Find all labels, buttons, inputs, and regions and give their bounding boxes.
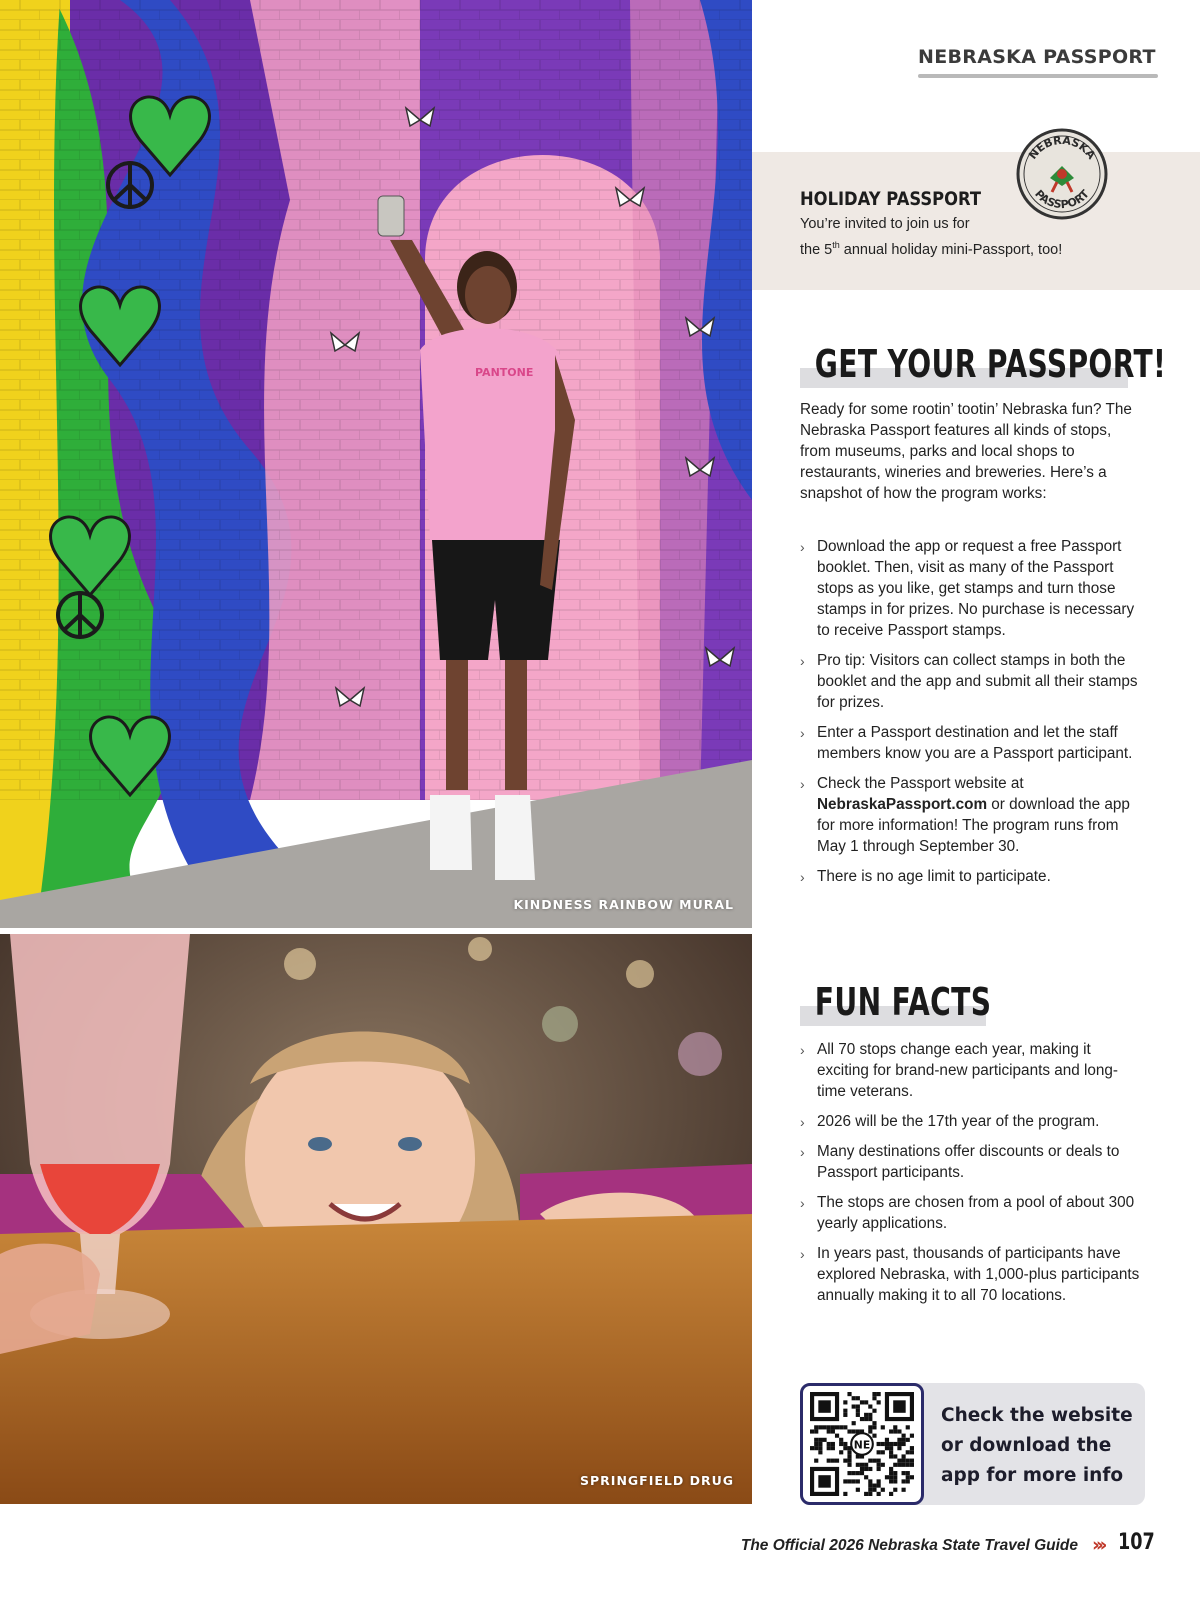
qr-module [872, 1409, 876, 1413]
qr-module [843, 1446, 847, 1450]
fun-facts-list [800, 1039, 1145, 1315]
get-passport-heading-block [800, 342, 1200, 386]
list-item [800, 650, 1145, 713]
qr-module [872, 1392, 876, 1396]
qr-module [868, 1413, 872, 1417]
qr-module [839, 1425, 843, 1429]
qr-module [889, 1475, 893, 1479]
qr-module [881, 1450, 885, 1454]
website-bullet-end: or download the app for more information! The program runs from May 1 through September 30. [817, 796, 1130, 855]
qr-module [814, 1438, 818, 1442]
chevron-right-icon: › [800, 1114, 805, 1130]
qr-module [831, 1459, 835, 1463]
qr-module [893, 1463, 897, 1467]
qr-module [877, 1459, 881, 1463]
qr-module [839, 1438, 843, 1442]
qr-module [893, 1475, 897, 1479]
mural-illustration [0, 0, 752, 928]
chevron-right-icon: › [800, 776, 805, 792]
qr-module [860, 1471, 864, 1475]
qr-module [902, 1459, 906, 1463]
get-passport-heading: GET YOUR PASSPORT! [814, 342, 1167, 386]
chevron-right-icon: › [800, 1195, 805, 1211]
qr-callout-text: Check the website or download the app for more info [941, 1405, 1133, 1486]
qr-code[interactable] [800, 1383, 924, 1505]
qr-module [843, 1459, 847, 1463]
list-item [800, 773, 1145, 857]
qr-module [868, 1479, 872, 1483]
qr-center-logo: NE [853, 1438, 871, 1452]
qr-module [856, 1463, 860, 1467]
qr-module [827, 1425, 831, 1429]
chevron-right-icon: › [800, 653, 805, 669]
photo-caption-springfield: SPRINGFIELD DRUG [580, 1473, 734, 1488]
kindness-rainbow-mural-photo [0, 0, 752, 928]
fun-facts-heading-block [800, 980, 1059, 1024]
qr-module [818, 1442, 822, 1446]
qr-module [868, 1467, 872, 1471]
qr-module [847, 1471, 851, 1475]
qr-module [897, 1446, 901, 1450]
qr-module [868, 1429, 872, 1433]
list-item-text: Pro tip: Visitors can collect stamps in both the booklet and the app and submit all their stamps for prizes. [817, 652, 1138, 711]
qr-module [827, 1459, 831, 1463]
qr-module [889, 1492, 893, 1496]
qr-module [872, 1434, 876, 1438]
chevron-right-icon: › [800, 1246, 805, 1262]
qr-callout-box [800, 1383, 1145, 1505]
springfield-drug-photo [0, 934, 752, 1504]
qr-module [872, 1459, 876, 1463]
qr-module [818, 1450, 822, 1454]
qr-module [910, 1450, 914, 1454]
chevron-right-icon: › [800, 725, 805, 741]
qr-module [810, 1429, 814, 1433]
qr-module [810, 1446, 814, 1450]
qr-module [906, 1425, 910, 1429]
qr-module [906, 1438, 910, 1442]
qr-module [872, 1488, 876, 1492]
list-item-text: 2026 will be the 17th year of the program. [817, 1113, 1100, 1130]
qr-module [847, 1429, 851, 1433]
qr-module [814, 1425, 818, 1429]
qr-module [831, 1442, 835, 1446]
qr-module [864, 1463, 868, 1467]
holiday-line-1: You’re invited to join us for [800, 216, 970, 232]
qr-module [889, 1479, 893, 1483]
qr-module [877, 1479, 881, 1483]
qr-module [839, 1450, 843, 1454]
qr-module [852, 1421, 856, 1425]
qr-module [847, 1459, 851, 1463]
qr-module [814, 1442, 818, 1446]
qr-module [872, 1484, 876, 1488]
qr-module [902, 1434, 906, 1438]
qr-module [835, 1425, 839, 1429]
qr-module [860, 1463, 864, 1467]
qr-module [864, 1400, 868, 1404]
chevron-right-icon: › [800, 539, 805, 555]
page-number: 107 [1118, 1530, 1155, 1555]
footer-guide-title: The Official 2026 Nebraska State Travel Guide [740, 1537, 1078, 1554]
qr-module [856, 1404, 860, 1408]
qr-module [852, 1404, 856, 1408]
qr-module [827, 1446, 831, 1450]
qr-module [910, 1459, 914, 1463]
header-rule [918, 74, 1158, 78]
qr-module [877, 1467, 881, 1471]
qr-module [827, 1442, 831, 1446]
list-item-text: There is no age limit to participate. [817, 868, 1051, 885]
holiday-passport-title: HOLIDAY PASSPORT [800, 188, 982, 210]
qr-module [877, 1484, 881, 1488]
stamp-bottom-text: PASSPORT [1032, 187, 1092, 212]
qr-module [877, 1392, 881, 1396]
qr-module [868, 1459, 872, 1463]
qr-module [906, 1479, 910, 1483]
list-item [800, 1111, 1145, 1132]
qr-module [852, 1396, 856, 1400]
qr-module [897, 1463, 901, 1467]
qr-module [885, 1475, 889, 1479]
qr-module [902, 1471, 906, 1475]
qr-module [902, 1442, 906, 1446]
qr-module [852, 1479, 856, 1483]
qr-code-pattern [810, 1392, 914, 1496]
qr-module [889, 1446, 893, 1450]
qr-module [864, 1467, 868, 1471]
qr-module [864, 1413, 868, 1417]
holiday-line-2-start: the 5 [800, 241, 833, 258]
qr-module [881, 1442, 885, 1446]
qr-module [839, 1442, 843, 1446]
holiday-line-2-end: annual holiday mini-Passport, too! [839, 241, 1063, 258]
website-bullet-start: Check the Passport website at [817, 775, 1024, 792]
qr-module [893, 1471, 897, 1475]
qr-module [868, 1484, 872, 1488]
qr-module [910, 1434, 914, 1438]
qr-module [881, 1488, 885, 1492]
qr-module [868, 1488, 872, 1492]
qr-module [843, 1409, 847, 1413]
qr-module [818, 1438, 822, 1442]
qr-module [868, 1425, 872, 1429]
qr-module [889, 1471, 893, 1475]
qr-module [893, 1429, 897, 1433]
qr-module [843, 1400, 847, 1404]
holiday-passport-box [752, 133, 1200, 290]
qr-module [872, 1396, 876, 1400]
qr-module [902, 1438, 906, 1442]
list-item [800, 536, 1145, 641]
holiday-ordinal-suffix: th [832, 240, 840, 250]
qr-module [906, 1459, 910, 1463]
qr-module [885, 1442, 889, 1446]
qr-module [835, 1459, 839, 1463]
qr-module [872, 1421, 876, 1425]
qr-module [831, 1429, 835, 1433]
qr-module [843, 1413, 847, 1417]
list-item-text: Many destinations offer discounts or deals to Passport participants. [817, 1143, 1120, 1181]
qr-module [881, 1463, 885, 1467]
stamp-top-text: NEBRASKA [1026, 133, 1098, 162]
qr-module [906, 1475, 910, 1479]
qr-module [860, 1417, 864, 1421]
qr-module [843, 1425, 847, 1429]
qr-module [856, 1488, 860, 1492]
qr-module [818, 1425, 822, 1429]
qr-module [910, 1446, 914, 1450]
qr-module [864, 1475, 868, 1479]
qr-module [822, 1438, 826, 1442]
qr-module [822, 1425, 826, 1429]
get-passport-list [800, 536, 1145, 896]
list-item-text: Download the app or request a free Passport booklet. Then, visit as many of the Passport stops as you like, get stamps and turn those stamps in for prizes. No purchase is necessary to receive Passport stamps. [817, 538, 1135, 639]
qr-module [814, 1429, 818, 1433]
qr-module [877, 1442, 881, 1446]
qr-module [831, 1446, 835, 1450]
qr-module [856, 1409, 860, 1413]
qr-module [877, 1450, 881, 1454]
qr-module [902, 1463, 906, 1467]
qr-module [856, 1471, 860, 1475]
qr-module [856, 1413, 860, 1417]
qr-module [818, 1446, 822, 1450]
qr-module [835, 1434, 839, 1438]
qr-module [847, 1450, 851, 1454]
qr-module [897, 1429, 901, 1433]
qr-module [893, 1442, 897, 1446]
photo-caption-mural: KINDNESS RAINBOW MURAL [513, 897, 734, 912]
qr-module [868, 1404, 872, 1408]
fun-facts-heading: FUN FACTS [814, 980, 992, 1024]
get-passport-intro: Ready for some rootin’ tootin’ Nebraska fun? The Nebraska Passport features all kinds of stops, from museums, parks and local shops to restaurants, wineries and breweries. Here’s a snapshot of how the program works: [800, 401, 1132, 502]
qr-module [847, 1392, 851, 1396]
qr-module [893, 1454, 897, 1458]
list-item [800, 866, 1145, 887]
qr-module [897, 1438, 901, 1442]
qr-module [893, 1479, 897, 1483]
qr-module [864, 1417, 868, 1421]
double-chevron-icon: ››› [1092, 1534, 1104, 1556]
nebraska-passport-stamp-logo [1014, 126, 1110, 222]
chevron-right-icon: › [800, 1144, 805, 1160]
list-item [800, 1039, 1145, 1102]
qr-module [906, 1471, 910, 1475]
qr-module [885, 1446, 889, 1450]
qr-module [860, 1400, 864, 1404]
qr-module [906, 1450, 910, 1454]
passport-website-link[interactable]: NebraskaPassport.com [817, 796, 988, 813]
qr-module [831, 1425, 835, 1429]
qr-module [868, 1492, 872, 1496]
qr-module [814, 1446, 818, 1450]
qr-module [843, 1492, 847, 1496]
qr-module [843, 1442, 847, 1446]
qr-module [910, 1463, 914, 1467]
soda-fountain-illustration [0, 934, 752, 1504]
qr-module [902, 1454, 906, 1458]
qr-module [889, 1442, 893, 1446]
qr-module [893, 1425, 897, 1429]
qr-module [847, 1454, 851, 1458]
qr-module [902, 1488, 906, 1492]
list-item-text: All 70 stops change each year, making it exciting for brand-new participants and long-time veterans. [817, 1041, 1119, 1100]
qr-module [868, 1417, 872, 1421]
chevron-right-icon: › [800, 1042, 805, 1058]
qr-module [856, 1479, 860, 1483]
qr-module [877, 1492, 881, 1496]
chevron-right-icon: › [800, 869, 805, 885]
qr-module [847, 1463, 851, 1467]
qr-module [852, 1471, 856, 1475]
qr-module [847, 1479, 851, 1483]
qr-module [889, 1450, 893, 1454]
qr-module [910, 1475, 914, 1479]
list-item-text: In years past, thousands of participants have explored Nebraska, with 1,000-plus participants annually making it to all 70 locations. [817, 1245, 1140, 1304]
qr-module [856, 1396, 860, 1400]
qr-module [897, 1442, 901, 1446]
qr-module [885, 1438, 889, 1442]
qr-module [881, 1425, 885, 1429]
qr-module [889, 1467, 893, 1471]
qr-module [872, 1425, 876, 1429]
list-item-text: The stops are chosen from a pool of about 300 yearly applications. [817, 1194, 1135, 1232]
qr-module [843, 1479, 847, 1483]
qr-module [897, 1459, 901, 1463]
qr-module [827, 1429, 831, 1433]
list-item [800, 1192, 1145, 1234]
section-header: NEBRASKA PASSPORT [918, 46, 1156, 68]
qr-module [877, 1463, 881, 1467]
qr-module [893, 1488, 897, 1492]
qr-module [814, 1459, 818, 1463]
holiday-line-2 [800, 235, 1062, 261]
list-item [800, 722, 1145, 764]
qr-module [860, 1467, 864, 1471]
qr-module [889, 1429, 893, 1433]
qr-module [889, 1454, 893, 1458]
shirt-logo-text: PANTONE [475, 366, 534, 379]
list-item-text: Enter a Passport destination and let the staff members know you are a Passport participant. [817, 724, 1133, 762]
qr-module [906, 1463, 910, 1467]
list-item [800, 1243, 1145, 1306]
list-item [800, 1141, 1145, 1183]
qr-module [852, 1429, 856, 1433]
qr-module [902, 1479, 906, 1483]
qr-module [877, 1400, 881, 1404]
qr-module [864, 1492, 868, 1496]
